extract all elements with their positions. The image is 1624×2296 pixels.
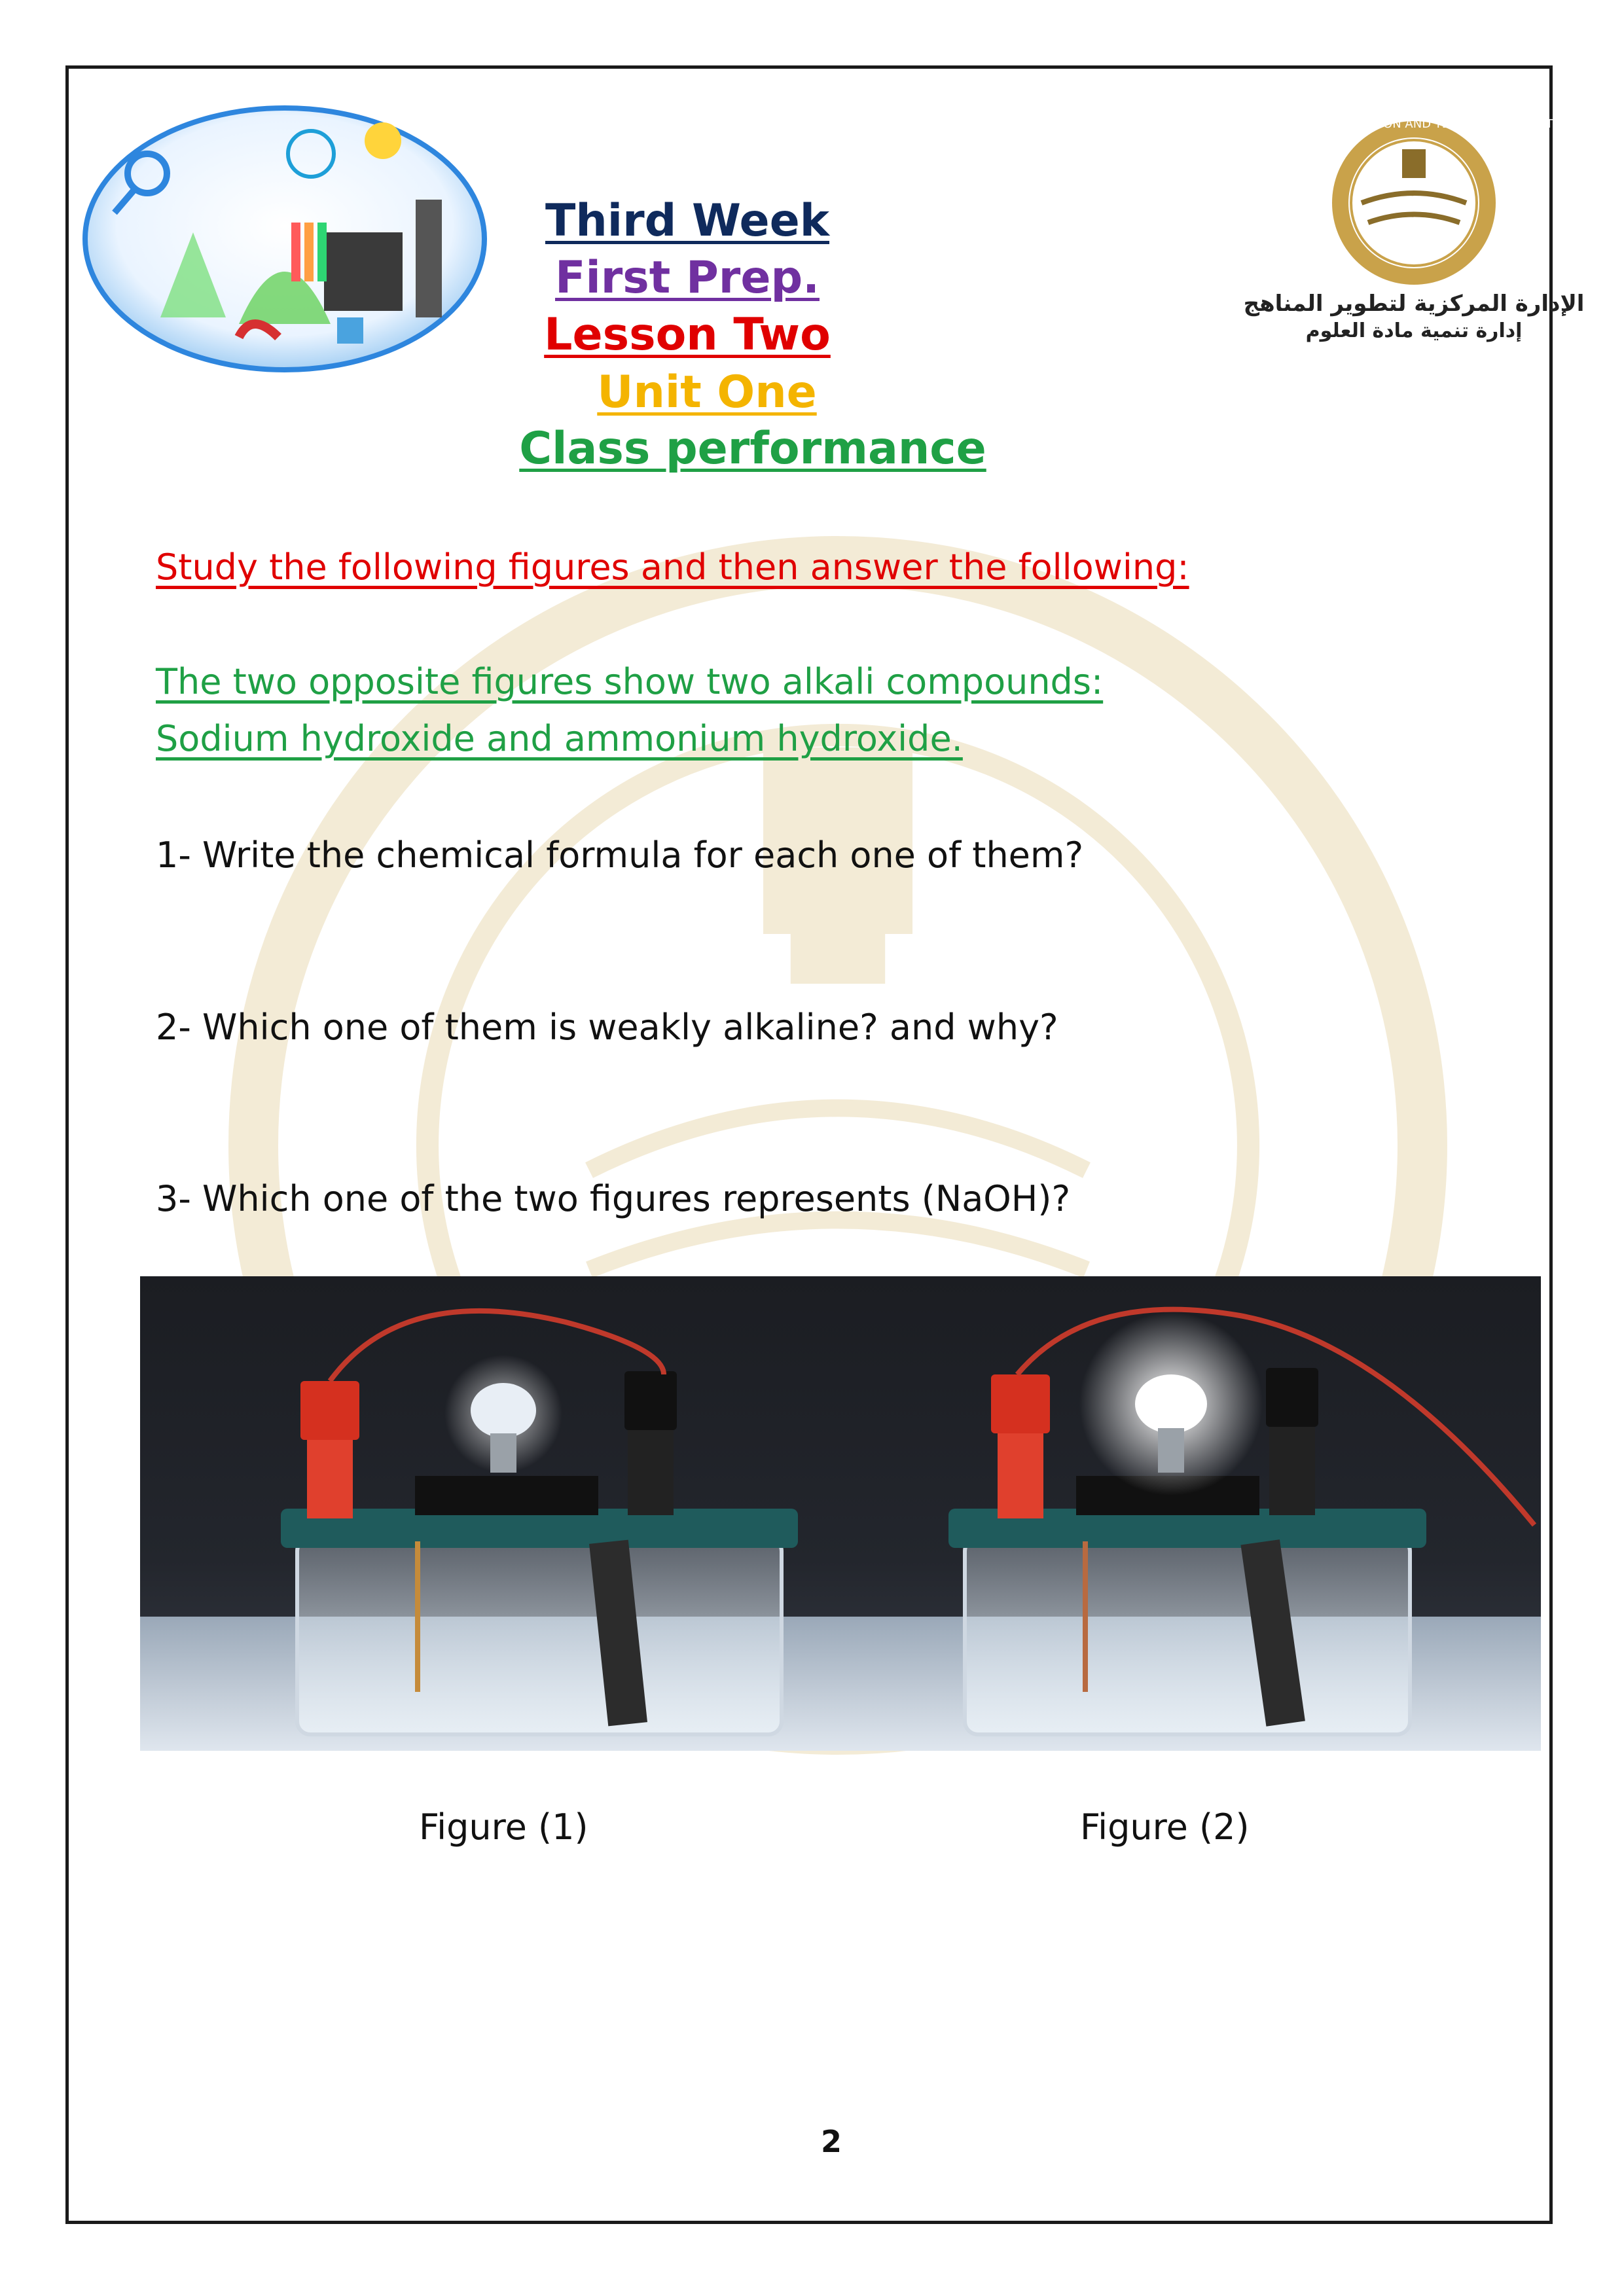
section-title: Class performance xyxy=(519,423,986,475)
question-1: 1- Write the chemical formula for each one of them? xyxy=(156,834,1084,876)
week-title: Third Week xyxy=(545,195,830,247)
intro-line-2: Sodium hydroxide and ammonium hydroxide. xyxy=(156,718,963,759)
logo-arabic-line1: الإدارة المركزية لتطوير المناهج xyxy=(1243,291,1585,317)
figure-2-caption: Figure (2) xyxy=(1080,1806,1250,1848)
logo-ring-text: MINISTRY OF EDUCATION AND TECHNICAL EDUCATION xyxy=(1253,117,1575,131)
figure-1-caption: Figure (1) xyxy=(419,1806,588,1848)
logo-arabic-line2: إدارة تنمية مادة العلوم xyxy=(1305,319,1523,342)
unit-title: Unit One xyxy=(597,367,817,418)
question-2: 2- Which one of them is weakly alkaline? and why? xyxy=(156,1007,1058,1048)
study-instruction: Study the following figures and then answer the following: xyxy=(156,547,1189,588)
conductivity-experiment-photo xyxy=(140,1276,1541,1751)
intro-line-1: The two opposite figures show two alkali compounds: xyxy=(156,661,1104,702)
ministry-logo xyxy=(1243,111,1585,353)
lesson-title: Lesson Two xyxy=(544,309,831,361)
page-number: 2 xyxy=(820,2124,842,2159)
grade-title: First Prep. xyxy=(555,252,820,304)
question-3: 3- Which one of the two figures represents (NaOH)? xyxy=(156,1178,1071,1219)
